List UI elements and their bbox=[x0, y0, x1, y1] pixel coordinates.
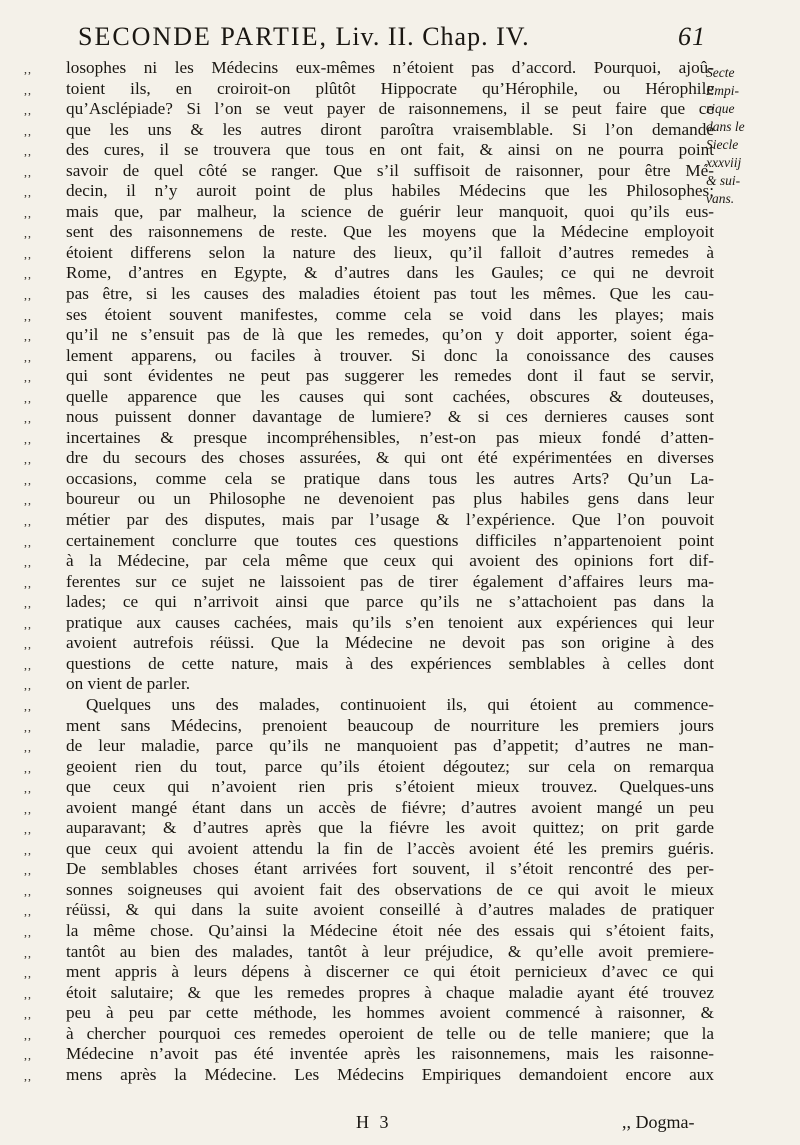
quote-mark: ,, bbox=[24, 760, 32, 775]
line-text: incertaines & presque incompréhensibles, n’est-on pas mieux fondé d’atten- bbox=[66, 427, 714, 447]
line-text: ses étoient souvent manifestes, comme cela se void dans les playes; mais bbox=[66, 304, 714, 324]
text-line bbox=[24, 674, 714, 695]
text-line bbox=[24, 99, 714, 120]
quote-mark: ,, bbox=[24, 986, 32, 1001]
text-line bbox=[24, 428, 714, 449]
text-line bbox=[24, 120, 714, 141]
line-text: à chercher pourquoi ces remedes operoient de telle ou de telle maniere; que la bbox=[66, 1023, 714, 1043]
quote-mark: ,, bbox=[24, 349, 32, 364]
part-title: SECONDE PARTIE, bbox=[78, 22, 328, 51]
line-text: losophes ni les Médecins eux-mêmes n’étoient pas d’accord. Pourquoi, ajoû- bbox=[66, 58, 714, 77]
quote-mark: ,, bbox=[24, 801, 32, 816]
line-text: étoit salutaire; & que les remedes propres à chaque maladie ayant été trouvez bbox=[66, 982, 714, 1002]
running-head bbox=[78, 22, 704, 52]
text-line bbox=[24, 839, 714, 860]
text-line bbox=[24, 900, 714, 921]
quote-mark: ,, bbox=[24, 205, 32, 220]
line-text: la même chose. Qu’ainsi la Médecine étoit née des essais qui s’étoient faits, bbox=[66, 920, 714, 940]
body-text bbox=[24, 58, 714, 1085]
line-text: ment appris à leurs dépens à discerner ce qui étoit pernicieux d’avec ce qui bbox=[66, 962, 714, 982]
text-line bbox=[24, 633, 714, 654]
line-text: lades; ce qui n’arrivoit ainsi que parce qu’ils ne s’attachoient pas dans la bbox=[66, 592, 714, 612]
line-text: que ceux qui avoient attendu la fin de l’accès avoient été les premirs guéris. bbox=[66, 838, 714, 858]
line-text: sent des raisonnemens de reste. Que les moyens que la Médecine employoit bbox=[66, 222, 714, 242]
line-text: pratique aux causes cachées, mais qu’ils s’en tenoient aux expériences qui leur bbox=[66, 612, 714, 632]
text-line bbox=[24, 818, 714, 839]
line-text: des cures, il se trouvera que tous en ont fait, & ainsi on ne pourra point bbox=[66, 140, 714, 160]
quote-mark: ,, bbox=[24, 431, 32, 446]
quote-mark: ,, bbox=[24, 534, 32, 549]
page-footer bbox=[0, 1112, 800, 1138]
quote-mark: ,, bbox=[24, 616, 32, 631]
quote-mark: ,, bbox=[24, 842, 32, 857]
line-text: ment sans Médecins, prenoient beaucoup de nourriture les premiers jours bbox=[66, 715, 714, 735]
margin-note-line: Siecle bbox=[706, 137, 739, 152]
line-text: decin, il n’y auroit point de plus habiles Médecins que les Philosophes; bbox=[66, 181, 714, 201]
text-line bbox=[24, 1065, 714, 1086]
quote-mark: ,, bbox=[24, 596, 32, 611]
text-line bbox=[24, 489, 714, 510]
text-line bbox=[24, 469, 714, 490]
text-line bbox=[24, 407, 714, 428]
quote-mark: ,, bbox=[24, 370, 32, 385]
line-text: métier par des disputes, mais par l’usage & l’expérience. Que l’on pouvoit bbox=[66, 510, 714, 530]
quote-mark: ,, bbox=[24, 185, 32, 200]
line-text: mens après la Médecine. Les Médecins Empiriques demandoient encore aux bbox=[66, 1064, 714, 1084]
quote-mark: ,, bbox=[24, 637, 32, 652]
text-line bbox=[24, 613, 714, 634]
text-line bbox=[24, 366, 714, 387]
text-line bbox=[24, 161, 714, 182]
quote-mark: ,, bbox=[24, 82, 32, 97]
quote-mark: ,, bbox=[24, 575, 32, 590]
quote-mark: ,, bbox=[24, 288, 32, 303]
quote-mark: ,, bbox=[24, 411, 32, 426]
signature-mark: H 3 bbox=[356, 1112, 392, 1132]
line-text: lement apparens, ou faciles à trouver. Si donc la conoissance des causes bbox=[66, 345, 714, 365]
text-line bbox=[24, 962, 714, 983]
line-text: qui sont évidentes ne peut pas suggerer les remedes dont il faut se servir, bbox=[66, 366, 714, 386]
text-line bbox=[24, 448, 714, 469]
quote-mark: ,, bbox=[24, 62, 32, 76]
text-line bbox=[24, 942, 714, 963]
line-text: que les uns & les autres diront paroîtra vraisemblable. Si l’on demande bbox=[66, 119, 714, 139]
text-line bbox=[24, 387, 714, 408]
text-line bbox=[24, 921, 714, 942]
text-line bbox=[24, 284, 714, 305]
quote-mark: ,, bbox=[24, 452, 32, 467]
quote-mark: ,, bbox=[24, 144, 32, 159]
line-text: savoir de quel côté se ranger. Que s’il suffisoit de raisonner, pour être Mé- bbox=[66, 160, 714, 180]
line-text: Quelques uns des malades, continuoient ils, qui étoient au commence- bbox=[86, 694, 714, 714]
quote-mark: ,, bbox=[24, 472, 32, 487]
line-text: dre du secours des choses assurées, & qui ont été expérimentées en diverses bbox=[66, 448, 714, 468]
quote-mark: ,, bbox=[24, 657, 32, 672]
quote-mark: ,, bbox=[24, 863, 32, 878]
line-text: que ceux qui n’avoient rien pris s’étoient mieux trouvez. Quelques-uns bbox=[66, 777, 714, 797]
text-line bbox=[24, 531, 714, 552]
line-text: ferentes sur ce sujet ne laissoient pas de tirer également d’affaires leurs ma- bbox=[66, 571, 714, 591]
text-line bbox=[24, 983, 714, 1004]
text-line bbox=[24, 695, 714, 716]
quote-mark: ,, bbox=[24, 904, 32, 919]
line-text: de leur maladie, parce qu’ils ne manquoient pas d’appetit; d’autres ne man- bbox=[66, 736, 714, 756]
text-line bbox=[24, 510, 714, 531]
margin-note bbox=[706, 64, 790, 208]
line-text: qu’Asclépiade? Si l’on se veut payer de raisonnemens, il se peut faire que ce bbox=[66, 99, 714, 119]
text-line bbox=[24, 716, 714, 737]
catchword: ,, Dogma- bbox=[622, 1112, 695, 1132]
text-line bbox=[24, 1003, 714, 1024]
text-line bbox=[24, 222, 714, 243]
line-text: on vient de parler. bbox=[66, 674, 191, 694]
quote-mark: ,, bbox=[24, 390, 32, 405]
quote-mark: ,, bbox=[24, 822, 32, 837]
margin-note-line: Empi- bbox=[706, 83, 739, 98]
margin-note-line: Secte bbox=[706, 65, 735, 80]
quote-mark: ,, bbox=[24, 698, 32, 713]
quote-mark: ,, bbox=[24, 781, 32, 796]
page-number: 61 bbox=[678, 22, 706, 51]
quote-mark: ,, bbox=[24, 246, 32, 261]
text-line bbox=[24, 859, 714, 880]
line-text: De semblables choses étant arrivées fort souvent, il s’étoit rencontré des per- bbox=[66, 859, 714, 879]
line-text: Médecine n’avoit pas été inventée après les raisonnemens, mais les raisonne- bbox=[66, 1044, 714, 1064]
quote-mark: ,, bbox=[24, 514, 32, 529]
text-line bbox=[24, 263, 714, 284]
chapter-number: Chap. IV. bbox=[422, 22, 530, 51]
line-text: pas être, si les causes des maladies étoient pas tout les mêmes. Que les cau- bbox=[66, 284, 714, 304]
margin-note-line: rique bbox=[706, 101, 735, 116]
quote-mark: ,, bbox=[24, 1068, 32, 1083]
text-line bbox=[24, 346, 714, 367]
quote-mark: ,, bbox=[24, 164, 32, 179]
text-line bbox=[24, 880, 714, 901]
line-text: certainement conclurre que toutes ces questions difficiles n’appartenoient point bbox=[66, 530, 714, 550]
quote-mark: ,, bbox=[24, 966, 32, 981]
line-text: avoient mangé étant dans un accès de fiévre; d’autres avoient mangé un peu bbox=[66, 797, 714, 817]
text-line bbox=[24, 305, 714, 326]
line-text: questions de cette nature, mais à des expériences semblables à celles dont bbox=[66, 653, 714, 673]
text-line bbox=[24, 777, 714, 798]
quote-mark: ,, bbox=[24, 719, 32, 734]
text-line bbox=[24, 1024, 714, 1045]
margin-note-line: vans. bbox=[706, 191, 735, 206]
quote-mark: ,, bbox=[24, 103, 32, 118]
line-text: toient ils, en croiroit-on plûtôt Hippocrate qu’Hérophile, ou Hérophile bbox=[66, 78, 714, 98]
text-line bbox=[24, 79, 714, 100]
line-text: sonnes soigneuses qui avoient fait des observations de ce qui avoit le mieux bbox=[66, 879, 714, 899]
line-text: nous puissent donner davantage de lumiere? & si ces dernieres causes sont bbox=[66, 407, 714, 427]
line-text: qu’il ne s’ensuit pas de là que les remedes, qu’on y doit apporter, soient éga- bbox=[66, 325, 714, 345]
quote-mark: ,, bbox=[24, 329, 32, 344]
quote-mark: ,, bbox=[24, 1027, 32, 1042]
quote-mark: ,, bbox=[24, 226, 32, 241]
text-line bbox=[24, 592, 714, 613]
quote-mark: ,, bbox=[24, 493, 32, 508]
text-line bbox=[24, 736, 714, 757]
text-line bbox=[24, 140, 714, 161]
line-text: quelle apparence que les causes qui sont cachées, obscures & douteuses, bbox=[66, 386, 714, 406]
line-text: étoient differens selon la nature des lieux, qu’il falloit d’autres remedes à bbox=[66, 242, 714, 262]
line-text: à la Médecine, par cela même que ceux qui avoient des opinions fort dif- bbox=[66, 551, 714, 571]
quote-mark: ,, bbox=[24, 555, 32, 570]
text-line bbox=[24, 572, 714, 593]
line-text: réüssi, & qui dans la suite avoient conseillé à d’autres malades de pratiquer bbox=[66, 900, 714, 920]
book-number: Liv. II. bbox=[335, 22, 415, 51]
text-line bbox=[24, 551, 714, 572]
quote-mark: ,, bbox=[24, 1048, 32, 1063]
quote-mark: ,, bbox=[24, 123, 32, 138]
text-line bbox=[24, 202, 714, 223]
text-line bbox=[24, 757, 714, 778]
quote-mark: ,, bbox=[24, 924, 32, 939]
quote-mark: ,, bbox=[24, 883, 32, 898]
line-text: tantôt au bien des malades, tantôt à leur préjudice, & qu’elle avoit premiere- bbox=[66, 941, 714, 961]
line-text: peu à peu par cette méthode, les hommes avoient commencé à raisonner, & bbox=[66, 1003, 714, 1023]
text-line bbox=[24, 181, 714, 202]
quote-mark: ,, bbox=[24, 1007, 32, 1022]
quote-mark: ,, bbox=[24, 945, 32, 960]
quote-mark: ,, bbox=[24, 740, 32, 755]
margin-note-line: dans le bbox=[706, 119, 745, 134]
text-line bbox=[24, 58, 714, 79]
text-line bbox=[24, 1044, 714, 1065]
quote-mark: ,, bbox=[24, 678, 32, 693]
line-text: geoient rien du tout, parce qu’ils étoient dégoutez; sur cela on remarqua bbox=[66, 756, 714, 776]
line-text: boureur ou un Philosophe ne devenoient pas plus habiles gens dans leur bbox=[66, 489, 714, 509]
line-text: Rome, d’antres en Egypte, & d’autres dans les Gaules; ce qui ne devroit bbox=[66, 263, 714, 283]
text-line bbox=[24, 325, 714, 346]
text-line bbox=[24, 798, 714, 819]
line-text: auparavant; & d’autres après que la fiévre les avoit quittez; on prit garde bbox=[66, 818, 714, 838]
line-text: mais que, par malheur, la science de guérir leur manquoit, quoi qu’ils eus- bbox=[66, 201, 714, 221]
text-line bbox=[24, 243, 714, 264]
line-text: avoient autrefois réüssi. Que la Médecine ne devoit pas son origine à des bbox=[66, 633, 714, 653]
margin-note-line: & sui- bbox=[706, 173, 741, 188]
text-line bbox=[24, 654, 714, 675]
quote-mark: ,, bbox=[24, 308, 32, 323]
quote-mark: ,, bbox=[24, 267, 32, 282]
line-text: occasions, comme cela se pratique dans tous les autres Arts? Qu’un La- bbox=[66, 468, 714, 488]
margin-note-line: xxxviij bbox=[706, 155, 742, 170]
